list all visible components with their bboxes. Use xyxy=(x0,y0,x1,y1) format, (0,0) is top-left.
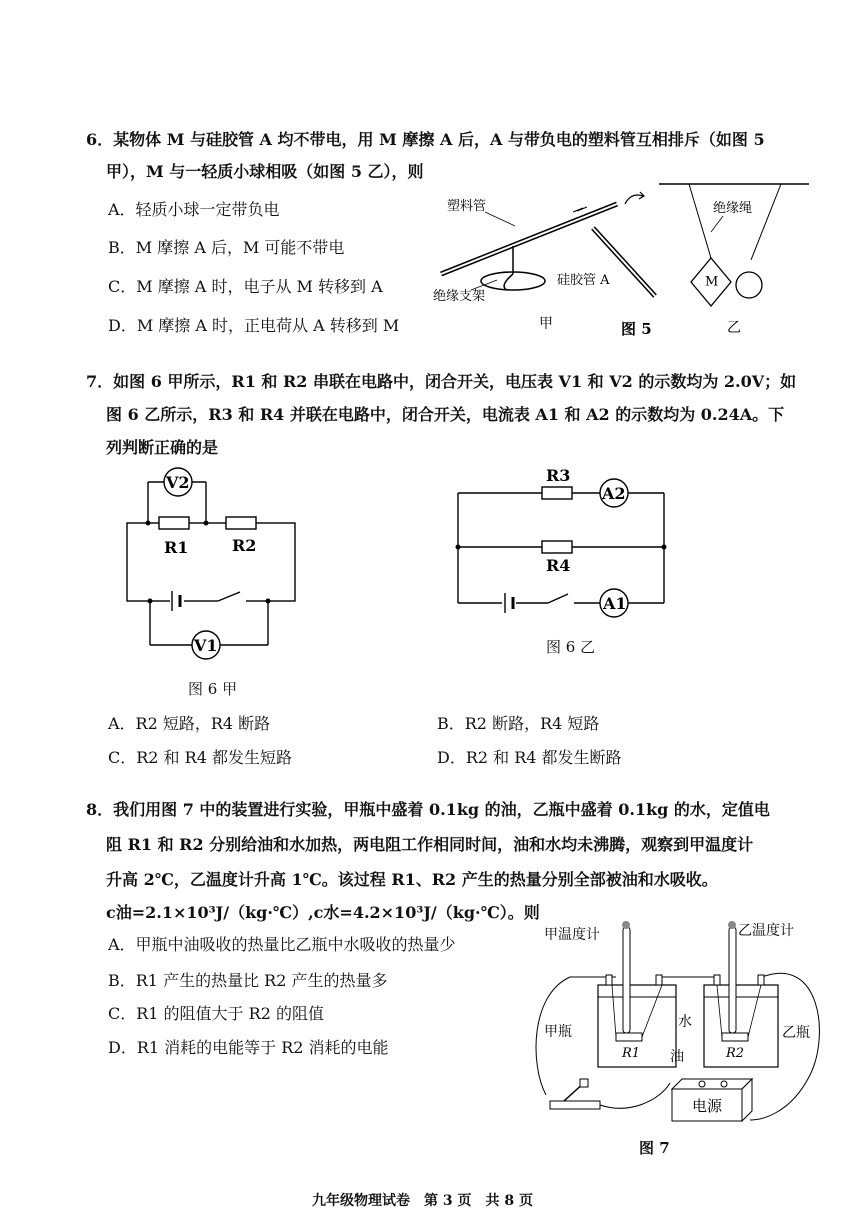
page-footer: 九年级物理试卷 第 3 页 共 8 页 xyxy=(312,1193,533,1209)
q7-stem-line1: 7．如图 6 甲所示，R1 和 R2 串联在电路中，闭合开关，电压表 V1 和 V2 的示数均为 2.0V；如 xyxy=(86,372,797,391)
label-m: M xyxy=(705,274,719,290)
label-rope: 绝缘绳 xyxy=(713,201,753,216)
q7-option-c: C．R2 和 R4 都发生短路 xyxy=(108,748,292,767)
q6-stem-line2: 甲），M 与一轻质小球相吸（如图 5 乙），则 xyxy=(106,162,424,181)
v2-label: V2 xyxy=(166,473,190,492)
q8-stem-line1: 8．我们用图 7 中的装置进行实验，甲瓶中盛着 0.1kg 的油，乙瓶中盛着 0.1kg 的水，定值电 xyxy=(86,800,770,819)
label-power: 电源 xyxy=(692,1097,723,1115)
figure-5 xyxy=(425,178,825,346)
q6-option-b: B．M 摩擦 A 后，M 可能不带电 xyxy=(108,238,345,257)
label-therm-a: 甲温度计 xyxy=(544,927,600,943)
figure-7-caption: 图 7 xyxy=(639,1139,670,1157)
q8-stem-line2: 阻 R1 和 R2 分别给油和水加热，两电阻工作相同时间，油和水均未沸腾，观察到甲温度计 xyxy=(106,835,754,854)
r3-label: R3 xyxy=(546,466,571,485)
label-sub-b: 乙 xyxy=(727,320,741,336)
q8-stem-line4: c油=2.1×10³J/（kg·℃）,c水=4.2×10³J/（kg·℃）。则 xyxy=(106,903,540,922)
label-bottle-a: 甲瓶 xyxy=(544,1024,572,1040)
q7-stem-line3: 列判断正确的是 xyxy=(106,438,219,457)
r1-fig7-label: R1 xyxy=(622,1046,641,1061)
a2-label: A2 xyxy=(602,484,626,503)
label-oil: 油 xyxy=(670,1049,684,1065)
q7-option-a: A．R2 短路，R4 断路 xyxy=(108,714,271,733)
label-stand: 绝缘支架 xyxy=(433,289,486,304)
q8-option-b: B．R1 产生的热量比 R2 产生的热量多 xyxy=(108,971,388,990)
figure-5-caption: 图 5 xyxy=(621,320,652,338)
q8-stem-line3: 升高 2℃，乙温度计升高 1℃。该过程 R1、R2 产生的热量分别全部被油和水吸收。 xyxy=(106,870,718,889)
a1-label: A1 xyxy=(603,594,627,613)
label-water: 水 xyxy=(678,1014,692,1030)
bottle-b xyxy=(704,921,778,1067)
figure-6a-caption: 图 6 甲 xyxy=(188,680,238,698)
figure-7 xyxy=(520,915,830,1130)
q7-stem-line2: 图 6 乙所示，R3 和 R4 并联在电路中，闭合开关，电流表 A1 和 A2 的示数均为 0.24A。下 xyxy=(106,405,785,424)
q7-option-b: B．R2 断路，R4 短路 xyxy=(437,714,600,733)
q8-option-d: D．R1 消耗的电能等于 R2 消耗的电能 xyxy=(108,1038,389,1057)
label-bottle-b: 乙瓶 xyxy=(782,1025,810,1041)
r2-fig7-label: R2 xyxy=(726,1046,745,1061)
label-therm-b: 乙温度计 xyxy=(738,923,794,939)
q8-option-a: A．甲瓶中油吸收的热量比乙瓶中水吸收的热量少 xyxy=(108,935,456,954)
r4-label: R4 xyxy=(546,556,571,575)
r2-label: R2 xyxy=(232,536,257,555)
q7-option-d: D．R2 和 R4 都发生断路 xyxy=(437,748,622,767)
q8-option-c: C．R1 的阻值大于 R2 的阻值 xyxy=(108,1004,324,1023)
bottle-a xyxy=(598,921,676,1067)
q6-option-c: C．M 摩擦 A 时，电子从 M 转移到 A xyxy=(108,277,383,296)
q6-option-a: A．轻质小球一定带负电 xyxy=(108,200,280,219)
r1-label: R1 xyxy=(164,538,189,557)
figure-5-a xyxy=(433,192,655,332)
figure-6b-caption: 图 6 乙 xyxy=(546,638,596,656)
q6-stem-line1: 6．某物体 M 与硅胶管 A 均不带电，用 M 摩擦 A 后，A 与带负电的塑料管互相排斥（如图 5 xyxy=(86,130,765,149)
label-plastic-tube: 塑料管 xyxy=(447,199,487,214)
figure-6b xyxy=(448,465,678,625)
figure-5-b xyxy=(659,184,809,336)
label-silicone-tube: 硅胶管 A xyxy=(557,273,610,288)
figure-6a xyxy=(118,465,308,665)
q6-option-d: D．M 摩擦 A 时，正电荷从 A 转移到 M xyxy=(108,316,400,335)
label-sub-a: 甲 xyxy=(539,316,553,332)
power-supply xyxy=(672,1079,752,1121)
v1-label: V1 xyxy=(194,636,218,655)
